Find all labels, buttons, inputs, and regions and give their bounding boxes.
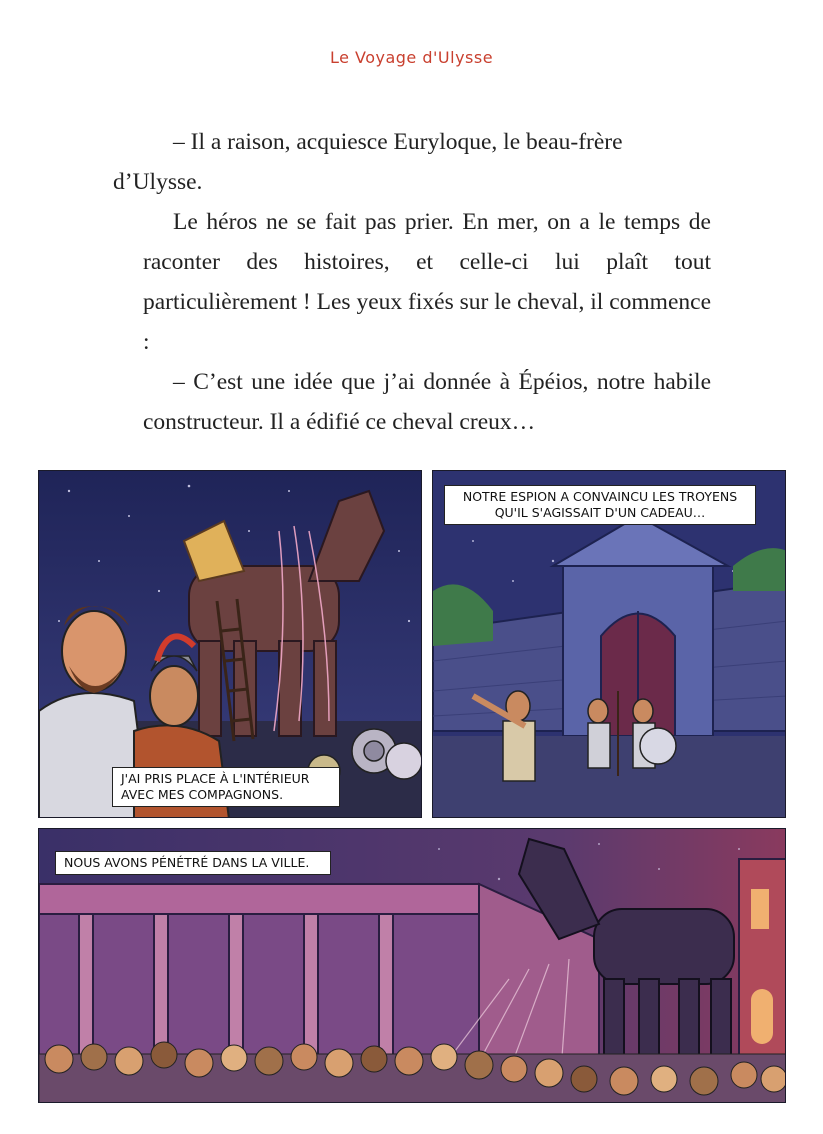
comic-panel-2 (432, 470, 786, 818)
paragraph-2 (143, 202, 711, 362)
panel-1-illustration (39, 471, 422, 818)
text-line: temps de raconter des histoires, et celle-ci lui plaît (143, 209, 711, 275)
story-text (113, 122, 711, 442)
text-line: – C’est une idée que j’ai donnée à Épéios, notre (173, 369, 646, 395)
running-header: Le Voyage d'Ulysse (329, 48, 494, 67)
caption-box: NOUS AVONS PÉNÉTRÉ DANS LA VILLE. (55, 851, 331, 875)
text-line: – Il a raison, acquiesce Euryloque, le beau-frère (173, 129, 623, 155)
paragraph-1 (113, 122, 711, 202)
caption-box: NOTRE ESPION A CONVAINCU LES TROYENS QU'IL S'AGISSAIT D'UN CADEAU… (444, 485, 756, 525)
text-line: Le héros ne se fait pas prier. En mer, on a le (173, 209, 616, 235)
text-line: habile constructeur. Il a édifié ce cheval creux… (143, 369, 711, 435)
paragraph-3 (143, 362, 711, 442)
text-line: il commence : (143, 289, 711, 355)
text-line: tout particulièrement ! Les yeux fixés sur le cheval, (143, 249, 711, 315)
caption-box: J'AI PRIS PLACE À L'INTÉRIEUR AVEC MES COMPAGNONS. (112, 767, 340, 807)
comic-panel-1 (38, 470, 422, 818)
comic-panel-3 (38, 828, 786, 1103)
text-line: d’Ulysse. (113, 169, 203, 195)
